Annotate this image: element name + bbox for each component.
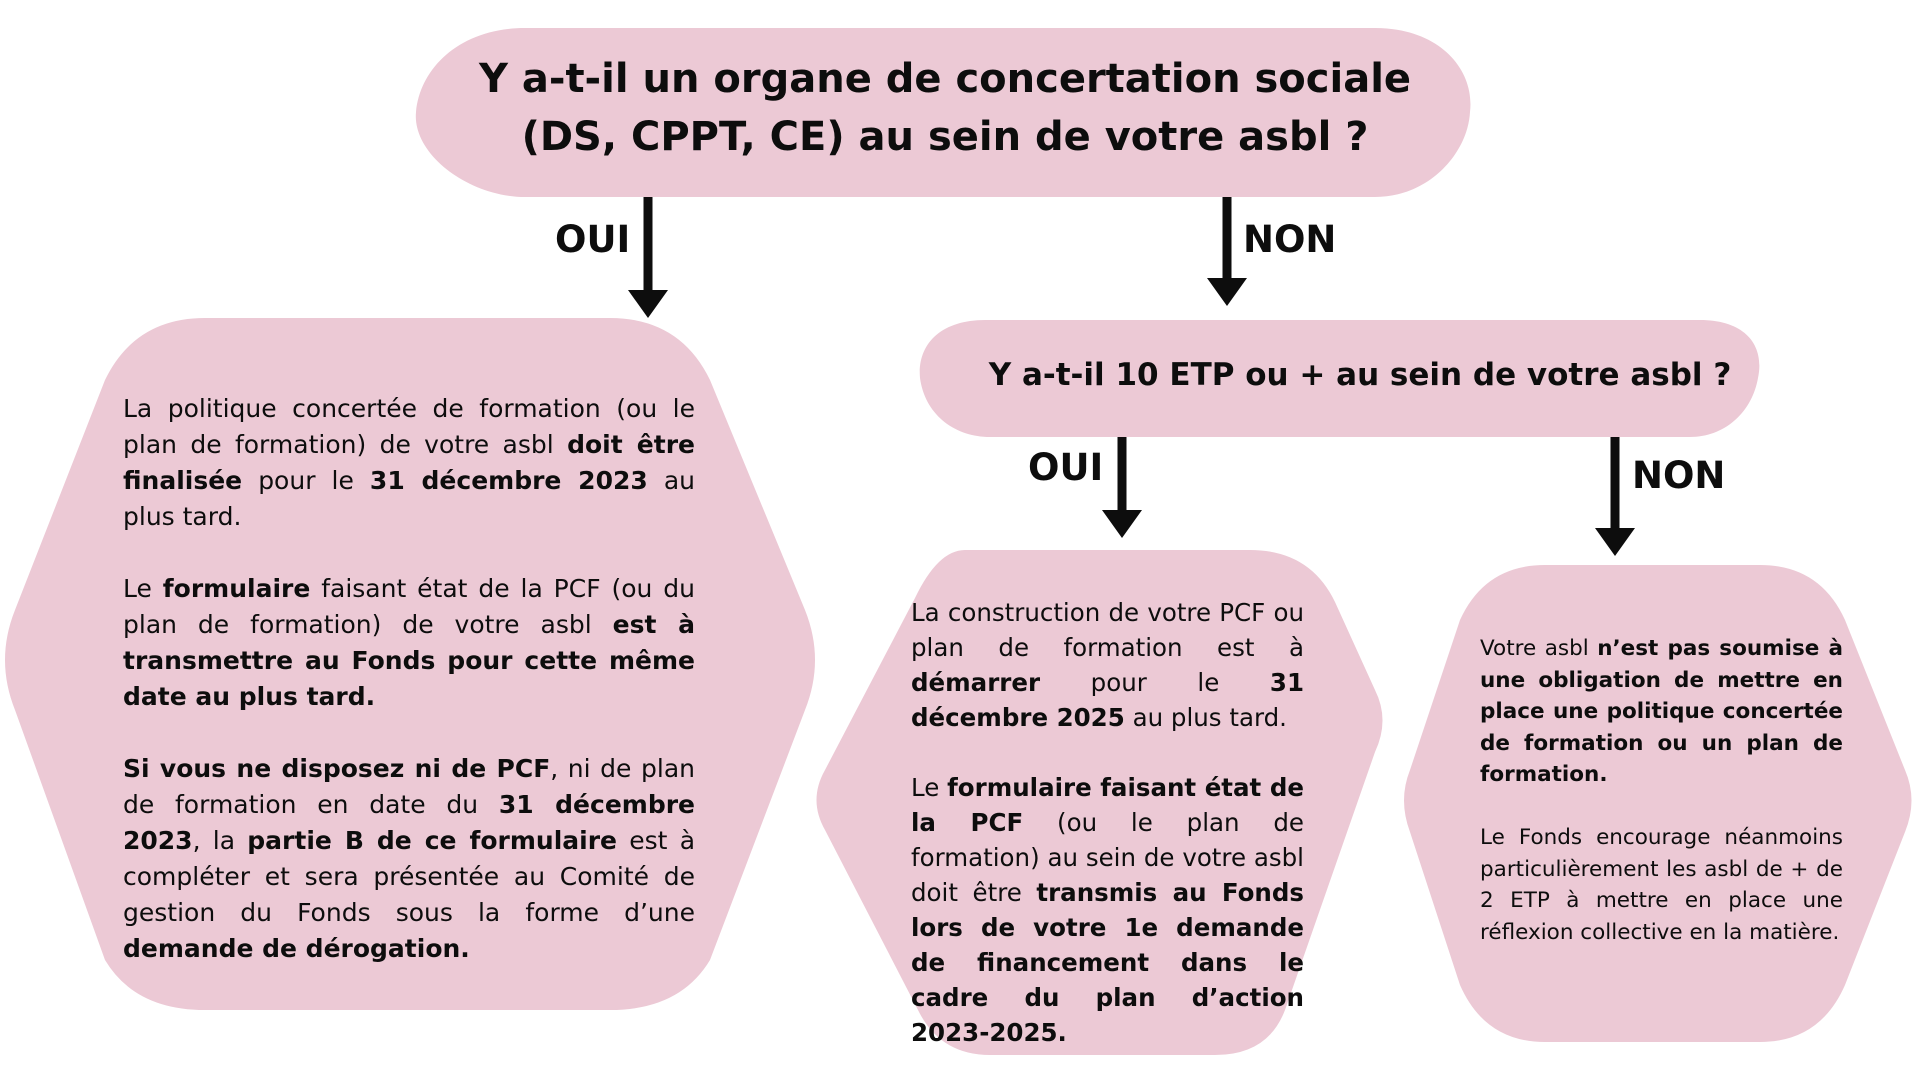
bold-run: démarrer xyxy=(911,668,1041,697)
question-main xyxy=(420,50,1470,166)
text-run: au plus tard. xyxy=(1124,703,1287,732)
text-run: faisant état de la PCF (ou du plan de formation) de votre asbl xyxy=(123,574,695,639)
text-run: Le Fonds encourage néanmoins particulièrement les asbl de + de 2 ETP à mettre en place une réflexion collective en la matière. xyxy=(1480,825,1843,945)
text-run: Votre asbl xyxy=(1480,636,1598,661)
question-sub xyxy=(940,355,1780,395)
panel-no-yes-text xyxy=(911,595,1304,1050)
arrow-sub-no xyxy=(1595,437,1635,556)
text-run: pour le xyxy=(1040,668,1270,697)
panel-yes-text xyxy=(123,391,695,967)
text-run: pour le xyxy=(242,466,370,495)
question-sub-text: Y a-t-il 10 ETP ou + au sein de votre asbl ? xyxy=(988,357,1732,393)
label-sub-yes: OUI xyxy=(1028,446,1104,489)
text-run: (ou le plan de formation) au sein de votre asbl doit être xyxy=(911,808,1304,907)
bold-run: demande de dérogation. xyxy=(123,934,470,963)
panel-no-yes-paragraph-1 xyxy=(911,595,1304,735)
text-run: , la xyxy=(192,826,248,855)
bold-run: formulaire faisant état de la PCF xyxy=(911,773,1304,837)
label-main-yes: OUI xyxy=(555,218,631,261)
bold-run: 31 décembre 2023 xyxy=(123,790,696,855)
panel-no-yes-paragraph-2 xyxy=(911,770,1304,1050)
bold-run: 31 décembre 2023 xyxy=(369,466,648,495)
bold-run: Si vous ne disposez ni de PCF xyxy=(123,754,551,783)
arrow-main-no xyxy=(1207,197,1247,306)
label-main-no: NON xyxy=(1243,218,1337,261)
label-sub-no: NON xyxy=(1632,454,1726,497)
bold-run: partie B de ce formulaire xyxy=(247,826,618,855)
bold-run: 31 décembre 2025 xyxy=(911,668,1304,732)
question-main-line2: (DS, CPPT, CE) au sein de votre asbl ? xyxy=(521,114,1369,160)
bold-run: doit être finalisée xyxy=(123,430,695,495)
bold-run: formulaire xyxy=(162,574,311,603)
text-run: est à compléter et sera présentée au Comité de gestion du Fonds sous la forme d’une xyxy=(123,826,696,927)
text-run: au plus tard. xyxy=(123,466,695,531)
arrow-main-yes xyxy=(628,197,668,318)
bold-run: transmis au Fonds lors de votre 1e demande de financement dans le cadre du plan d’action 2023-2025. xyxy=(911,878,1304,1047)
text-run: La construction de votre PCF ou plan de formation est à xyxy=(911,598,1304,662)
text-run: La politique concertée de formation (ou le plan de formation) de votre asbl xyxy=(123,394,695,459)
panel-yes-paragraph-1 xyxy=(123,391,695,535)
arrow-sub-yes xyxy=(1102,437,1142,538)
panel-yes-paragraph-2 xyxy=(123,571,695,715)
text-run: Le xyxy=(911,773,948,802)
text-run: Le xyxy=(123,574,163,603)
panel-no-no-paragraph-2 xyxy=(1480,822,1843,948)
panel-no-no-paragraph-1 xyxy=(1480,633,1843,791)
panel-no-no-text xyxy=(1480,633,1843,948)
text-run: , ni de plan de formation en date du xyxy=(123,754,695,819)
bold-run: n’est pas soumise à une obligation de mettre en place une politique concertée de formation ou un plan de formation. xyxy=(1480,636,1843,787)
bold-run: est à transmettre au Fonds pour cette même date au plus tard. xyxy=(123,610,695,711)
panel-yes-paragraph-3 xyxy=(123,751,695,967)
question-main-line1: Y a-t-il un organe de concertation sociale xyxy=(478,56,1412,102)
